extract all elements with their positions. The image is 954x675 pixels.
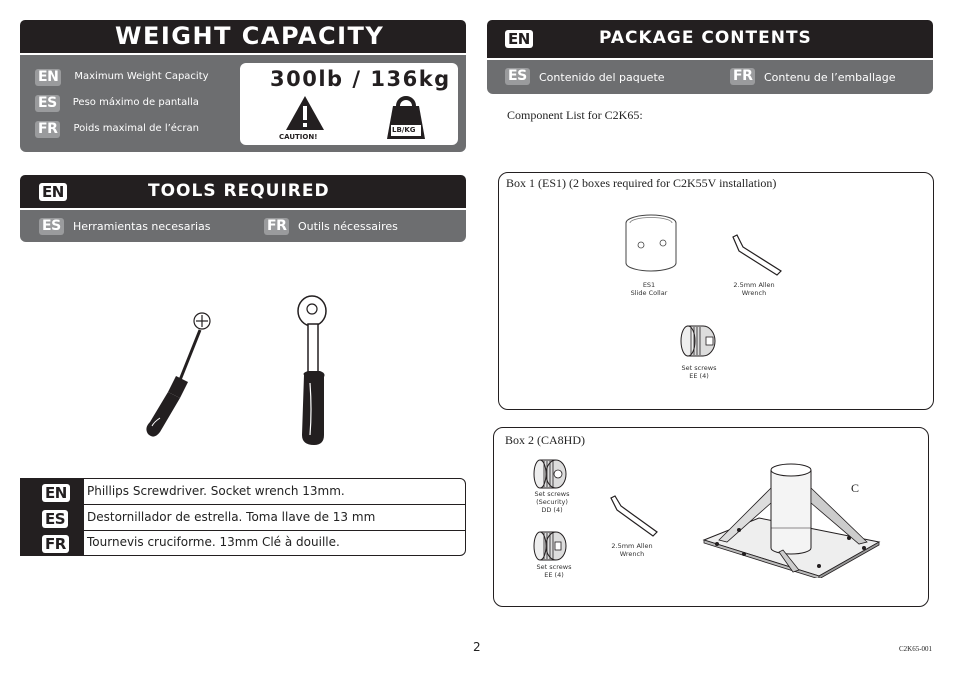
dd-label-3: DD (4) xyxy=(541,506,563,514)
dd-label-1: Set screws xyxy=(534,490,570,498)
tools-list-badge-fr: FR xyxy=(42,535,69,553)
tools-list-fr-text: Tournevis cruciforme. 13mm Clé à douille. xyxy=(87,535,340,549)
weight-value: 300lb / 136kg xyxy=(270,67,451,91)
tools-title: TOOLS REQUIRED xyxy=(148,181,330,201)
lang-badge-fr: FR xyxy=(35,121,60,138)
part-letter-c: C xyxy=(851,481,860,495)
weight-row-fr-text: Poids maximal de l’écran xyxy=(73,123,199,134)
weight-row-fr xyxy=(35,118,199,138)
set-screw-icon xyxy=(679,323,719,361)
tools-list-badge-en: EN xyxy=(42,484,70,502)
weight-header xyxy=(20,20,466,53)
screwdriver-illustration xyxy=(140,300,240,450)
caution-label: CAUTION! xyxy=(279,133,318,141)
set-screw-ee-icon xyxy=(532,530,568,562)
mount-base-illustration xyxy=(699,458,884,578)
security-set-screw-icon xyxy=(532,458,568,490)
box1-screw-label-2: EE (4) xyxy=(689,372,709,380)
weight-title: WEIGHT CAPACITY xyxy=(115,22,385,50)
tools-list-es-text: Destornillador de estrella. Toma llave de 13 mm xyxy=(87,510,376,524)
weight-row-es-text: Peso máximo de pantalla xyxy=(72,97,199,108)
allen-wrench-icon xyxy=(729,233,789,278)
package-subbar xyxy=(487,60,933,94)
box2-allen-wrench-icon xyxy=(609,494,661,538)
weight-unit-label: LB/KG xyxy=(392,126,416,134)
box1-wrench-label-1: 2.5mm Allen xyxy=(733,281,775,289)
tools-subbar xyxy=(20,210,466,242)
collar-label-2: Slide Collar xyxy=(630,289,668,297)
box1-screw-label-1: Set screws xyxy=(681,364,717,372)
collar-label-1: ES1 xyxy=(642,281,656,289)
box2-wrench-label-2: Wrench xyxy=(619,550,645,558)
package-badge-en: EN xyxy=(505,30,533,48)
box1-panel xyxy=(498,172,934,410)
box2-panel xyxy=(493,427,929,607)
box1-title: Box 1 (ES1) (2 boxes required for C2K55V installation) xyxy=(506,176,777,190)
page-number: 2 xyxy=(473,640,481,654)
ee-label-1: Set screws xyxy=(536,563,572,571)
slide-collar-illustration xyxy=(623,213,679,275)
component-list-label: Component List for C2K65: xyxy=(507,108,643,122)
socket-wrench-illustration xyxy=(290,295,340,450)
tools-fr-text: Outils nécessaires xyxy=(298,220,398,233)
tools-badge-en: EN xyxy=(39,183,67,201)
tools-list-badge-es: ES xyxy=(42,510,68,528)
weight-value-box xyxy=(240,63,458,145)
tools-list-en-text: Phillips Screwdriver. Socket wrench 13mm. xyxy=(87,484,345,498)
weight-row-en xyxy=(35,66,209,86)
tools-badge-es: ES xyxy=(39,218,64,235)
lang-badge-en: EN xyxy=(35,69,61,86)
tools-header xyxy=(20,175,466,208)
document-code: C2K65-001 xyxy=(899,645,933,653)
weight-row-en-text: Maximum Weight Capacity xyxy=(74,71,209,82)
package-fr-text: Contenu de l’emballage xyxy=(764,71,896,84)
lang-badge-es: ES xyxy=(35,95,60,112)
package-badge-fr: FR xyxy=(730,68,755,85)
tools-badge-fr: FR xyxy=(264,218,289,235)
box2-title: Box 2 (CA8HD) xyxy=(505,433,585,447)
box2-wrench-label-1: 2.5mm Allen xyxy=(611,542,653,550)
tools-es-text: Herramientas necesarias xyxy=(73,220,211,233)
package-header xyxy=(487,20,933,58)
package-badge-es: ES xyxy=(505,68,530,85)
tools-list xyxy=(20,478,466,556)
weight-panel xyxy=(20,55,466,152)
ee-label-2: EE (4) xyxy=(544,571,564,579)
box1-wrench-label-2: Wrench xyxy=(741,289,767,297)
weight-row-es xyxy=(35,92,199,112)
package-title: PACKAGE CONTENTS xyxy=(599,28,812,48)
dd-label-2: (Security) xyxy=(536,498,568,506)
caution-icon xyxy=(285,95,325,133)
package-es-text: Contenido del paquete xyxy=(539,71,665,84)
